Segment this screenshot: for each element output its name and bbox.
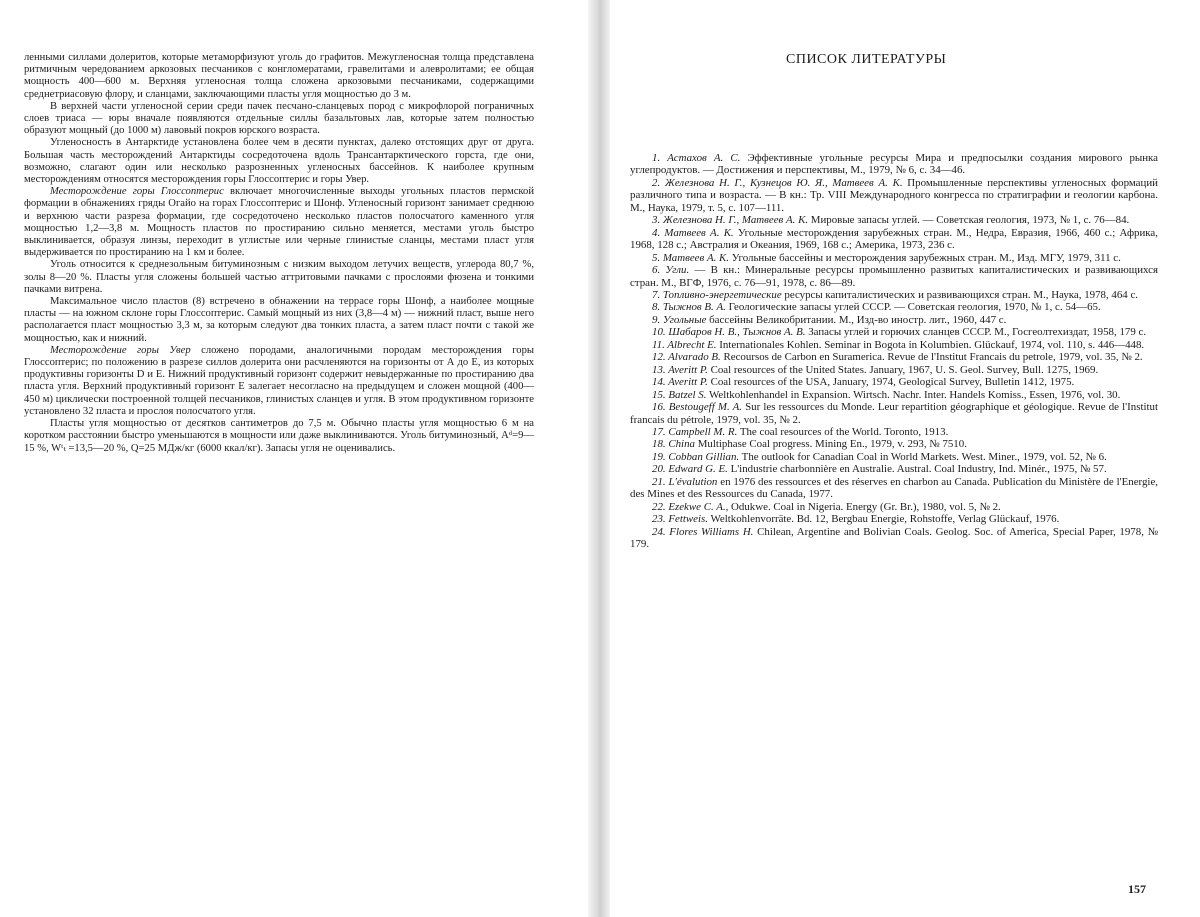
left-page [0, 0, 588, 917]
paragraph: Максимальное число пластов (8) встречено в обнажении на террасе горы Шонф, а наиболее мощные пласты — на южном склоне горы Глоссоптерис. Самый мощный из них (3,8—4 м) — нижний пласт, выше него располагается пласт мощностью 3,3 м, за которым следуют два тонких пласта, а затем пласт почти с такой же мощностью, как и нижний. [24, 296, 534, 344]
book-gutter [588, 0, 610, 917]
reference-item: 10. Шабаров Н. В., Тыжнов А. В. Запасы углей и горючих сланцев СССР. М., Госгеолтехиздат, 1958, 179 с. [652, 326, 1147, 339]
reference-item: 24. Flores Williams H. Chilean, Argentine and Bolivian Coals. Geolog. Soc. of America, Special Paper, 1978, № 179. [630, 525, 1159, 551]
reference-item: 20. Edward G. E. L'industrie charbonnière en Australie. Austral. Coal Industry, Ind. Minér., 1975, № 57. [652, 463, 1107, 476]
reference-item: 9. Угольные бассейны Великобритании. М., Изд-во иностр. лит., 1960, 447 с. [652, 313, 1007, 326]
reference-item: 15. Batzel S. Weltkohlenhandel in Expansion. Wirtsch. Nachr. Inter. Handels Komiss., Essen, 1976, vol. 30. [652, 388, 1121, 401]
reference-item: 8. Тыжнов В. А. Геологические запасы углей СССР. — Советская геология, 1970, № 1, с. 54—65. [652, 301, 1101, 314]
deposit-heading: Месторождение горы Увер [50, 344, 191, 356]
reference-item: 4. Матвеев А. К. Угольные месторождения зарубежных стран. М., Недра, Евразия, 1966, 460 с.; Африка, 1968, 128 с.; Австралия и Океания, 1969, 168 с.; Америка, 1973, 236 с. [630, 226, 1158, 252]
reference-list [630, 152, 1158, 551]
reference-item: 18. China Multiphase Coal progress. Mining En., 1979, v. 293, № 7510. [652, 438, 967, 451]
paragraph: Уголь относится к среднезольным битуминозным с низким выходом летучих веществ, углерода 80,7 %, золы 8—20 %. Пласты угля сложены большей частью аттритовыми пачками с прослоями фюзена и тонкими пачками витрена. [24, 259, 534, 295]
reference-item: 5. Матвеев А. К. Угольные бассейны и месторождения зарубежных стран. М., Изд. МГУ, 1979, 311 с. [652, 251, 1121, 264]
paragraph: Угленосность в Антарктиде установлена более чем в десяти пунктах, далеко отстоящих друг от друга. Большая часть месторождений Антарктиды сосредоточена вдоль Трансантарктического горста, где они, возможно, слагают один или несколько разрозненных угленосных бассейнов. К наиболее крупным месторождениям относятся месторождения горы Глоссоптерис и горы Увер. [24, 137, 534, 186]
paragraph: Пласты угля мощностью от десятков сантиметров до 7,5 м. Обычно пласты угля мощностью 6 м на коротком расстоянии быстро уменьшаются в мощности или даже выклиниваются. Уголь битуминозный, Aᵈ=9—15 %, Wᵗₜ =13,5—20 %, Q=25 МДж/кг (6000 ккал/кг). Запасы угля не оценивались. [24, 418, 534, 454]
reference-item: 1. Астахов А. С. Эффективные угольные ресурсы Мира и предпосылки создания мирового рынка углепродуктов. — Достижения и перспективы, М., 1979, № 6, с. 34—46. [630, 152, 1158, 177]
paragraph: Месторождение горы Увер сложено породами, аналогичными породам месторождения горы Глоссоптерис; по положению в разрезе силлов долерита они расчленяются на горизонты от А до Е, из которых продуктивны горизонты D и E. Нижний продуктивный горизонт содержит невыдержанные по простиранию два пласта угля. Верхний продуктивный горизонт E залегает несогласно на предыдущем и сложен мощной (400—450 м) циклически построенной толщей песчаников, глинистых сланцев и угля. В этом продуктивном горизонте установлено 32 пласта и прослоя полосчатого угля. [24, 344, 534, 417]
right-page [610, 0, 1200, 917]
left-page-text [24, 52, 534, 455]
paragraph: Месторождение горы Глоссоптерис включает многочисленные выходы угольных пластов пермской формации в обнажениях гряды Огайо на горах Глоссоптерис и Шонф. Угленосный горизонт занимает среднюю и верхнюю части разреза формации, где сосредоточено несколько пластов полосчатого каменного угля мощностью 1,2—3,8 м. Мощность пластов по простиранию сильно меняется, местами уголь быстро выклинивается, образуя линзы, переходит в углистые или черные глинистые сланцы, местами пласт угля выдерживается по простиранию на 1 км и более. [24, 186, 534, 259]
page-number: 157 [1128, 882, 1146, 896]
deposit-heading: Месторождение горы Глоссоптерис [50, 186, 224, 198]
reference-item: 11. Albrecht E. Internationales Kohlen. Seminar in Bogota in Kolumbien. Glückauf, 1974, vol. 110, s. 446—448. [652, 338, 1145, 351]
reference-item: 21. L'évalution en 1976 des ressources et des réserves en charbon au Canada. Publication du Ministère de l'Energie, des Mines et des Ressources du Canada, 1977. [630, 475, 1158, 501]
reference-item: 17. Campbell M. R. The coal resources of the World. Toronto, 1913. [652, 425, 949, 438]
reference-item: 16. Bestougeff M. A. Sur les ressources du Monde. Leur repartition géographique et géologique. Revue de l'Institut francais du pétrole, 1979, vol. 35, № 2. [630, 401, 1158, 426]
paragraph: ленными силлами долеритов, которые метаморфизуют уголь до графитов. Межугленосная толща представлена ритмичным чередованием аркозовых песчаников с конгломератами, гравелитами и алевролитами; ее общая мощность 400—600 м. Верхняя угленосная толща сложена аркозовыми песчаниками, содержащими среднетриасовую флору, и сланцами, заключающими пласты угля мощностью до 3 м. [24, 52, 534, 100]
reference-item: 7. Топливно-энергетические ресурсы капиталистических и развивающихся стран. М., Наука, 1978, 464 с. [652, 288, 1139, 301]
reference-item: 23. Fettweis. Weltkohlenvorräte. Bd. 12, Bergbau Energie, Rohstoffe, Verlag Glückauf, 1976. [652, 513, 1060, 526]
reference-item: 13. Averitt P. Coal resources of the United States. January, 1967, U. S. Geol. Survey, Bull. 1275, 1969. [652, 363, 1099, 376]
reference-item: 14. Averitt P. Coal resources of the USA, January, 1974, Geological Survey, Bulletin 1412, 1975. [652, 376, 1075, 389]
paragraph: В верхней части угленосной серии среди пачек песчано-сланцевых пород с микрофлорой пограничных слоев триаса — юры вначале появляются отдельные силлы базальтовых лав, которые затем полностью образуют мощный (до 1000 м) лавовый покров юрского возраста. [24, 100, 534, 137]
reference-item: 3. Железнова Н. Г., Матвеев А. К. Мировые запасы углей. — Советская геология, 1973, № 1, с. 76—84. [652, 214, 1130, 227]
reference-item: 12. Alvarado B. Recoursos de Carbon en Suramerica. Revue de l'Institut Francais du petrole, 1979, vol. 35, № 2. [652, 351, 1143, 364]
page-title: СПИСОК ЛИТЕРАТУРЫ [786, 52, 947, 67]
reference-item: 19. Cobban Gillian. The outlook for Canadian Coal in World Markets. West. Miner., 1979, vol. 52, № 6. [652, 450, 1107, 463]
reference-item: 22. Ezekwe C. A., Odukwe. Coal in Nigeria. Energy (Gr. Br.), 1980, vol. 5, № 2. [652, 500, 1001, 513]
reference-item: 6. Угли. — В кн.: Минеральные ресурсы промышленно развитых капиталистических и развивающихся стран. М., ВГФ, 1976, с. 76—91, 1978, с. 86—89. [630, 264, 1158, 289]
reference-item: 2. Железнова Н. Г., Кузнецов Ю. Я., Матвеев А. К. Промышленные перспективы угленосных формаций различного типа и возраста. — В кн.: Тр. VIII Международного конгресса по стратиграфии и геологии карбона. М., Наука, 1979, т. 5, с. 107—111. [630, 176, 1159, 214]
